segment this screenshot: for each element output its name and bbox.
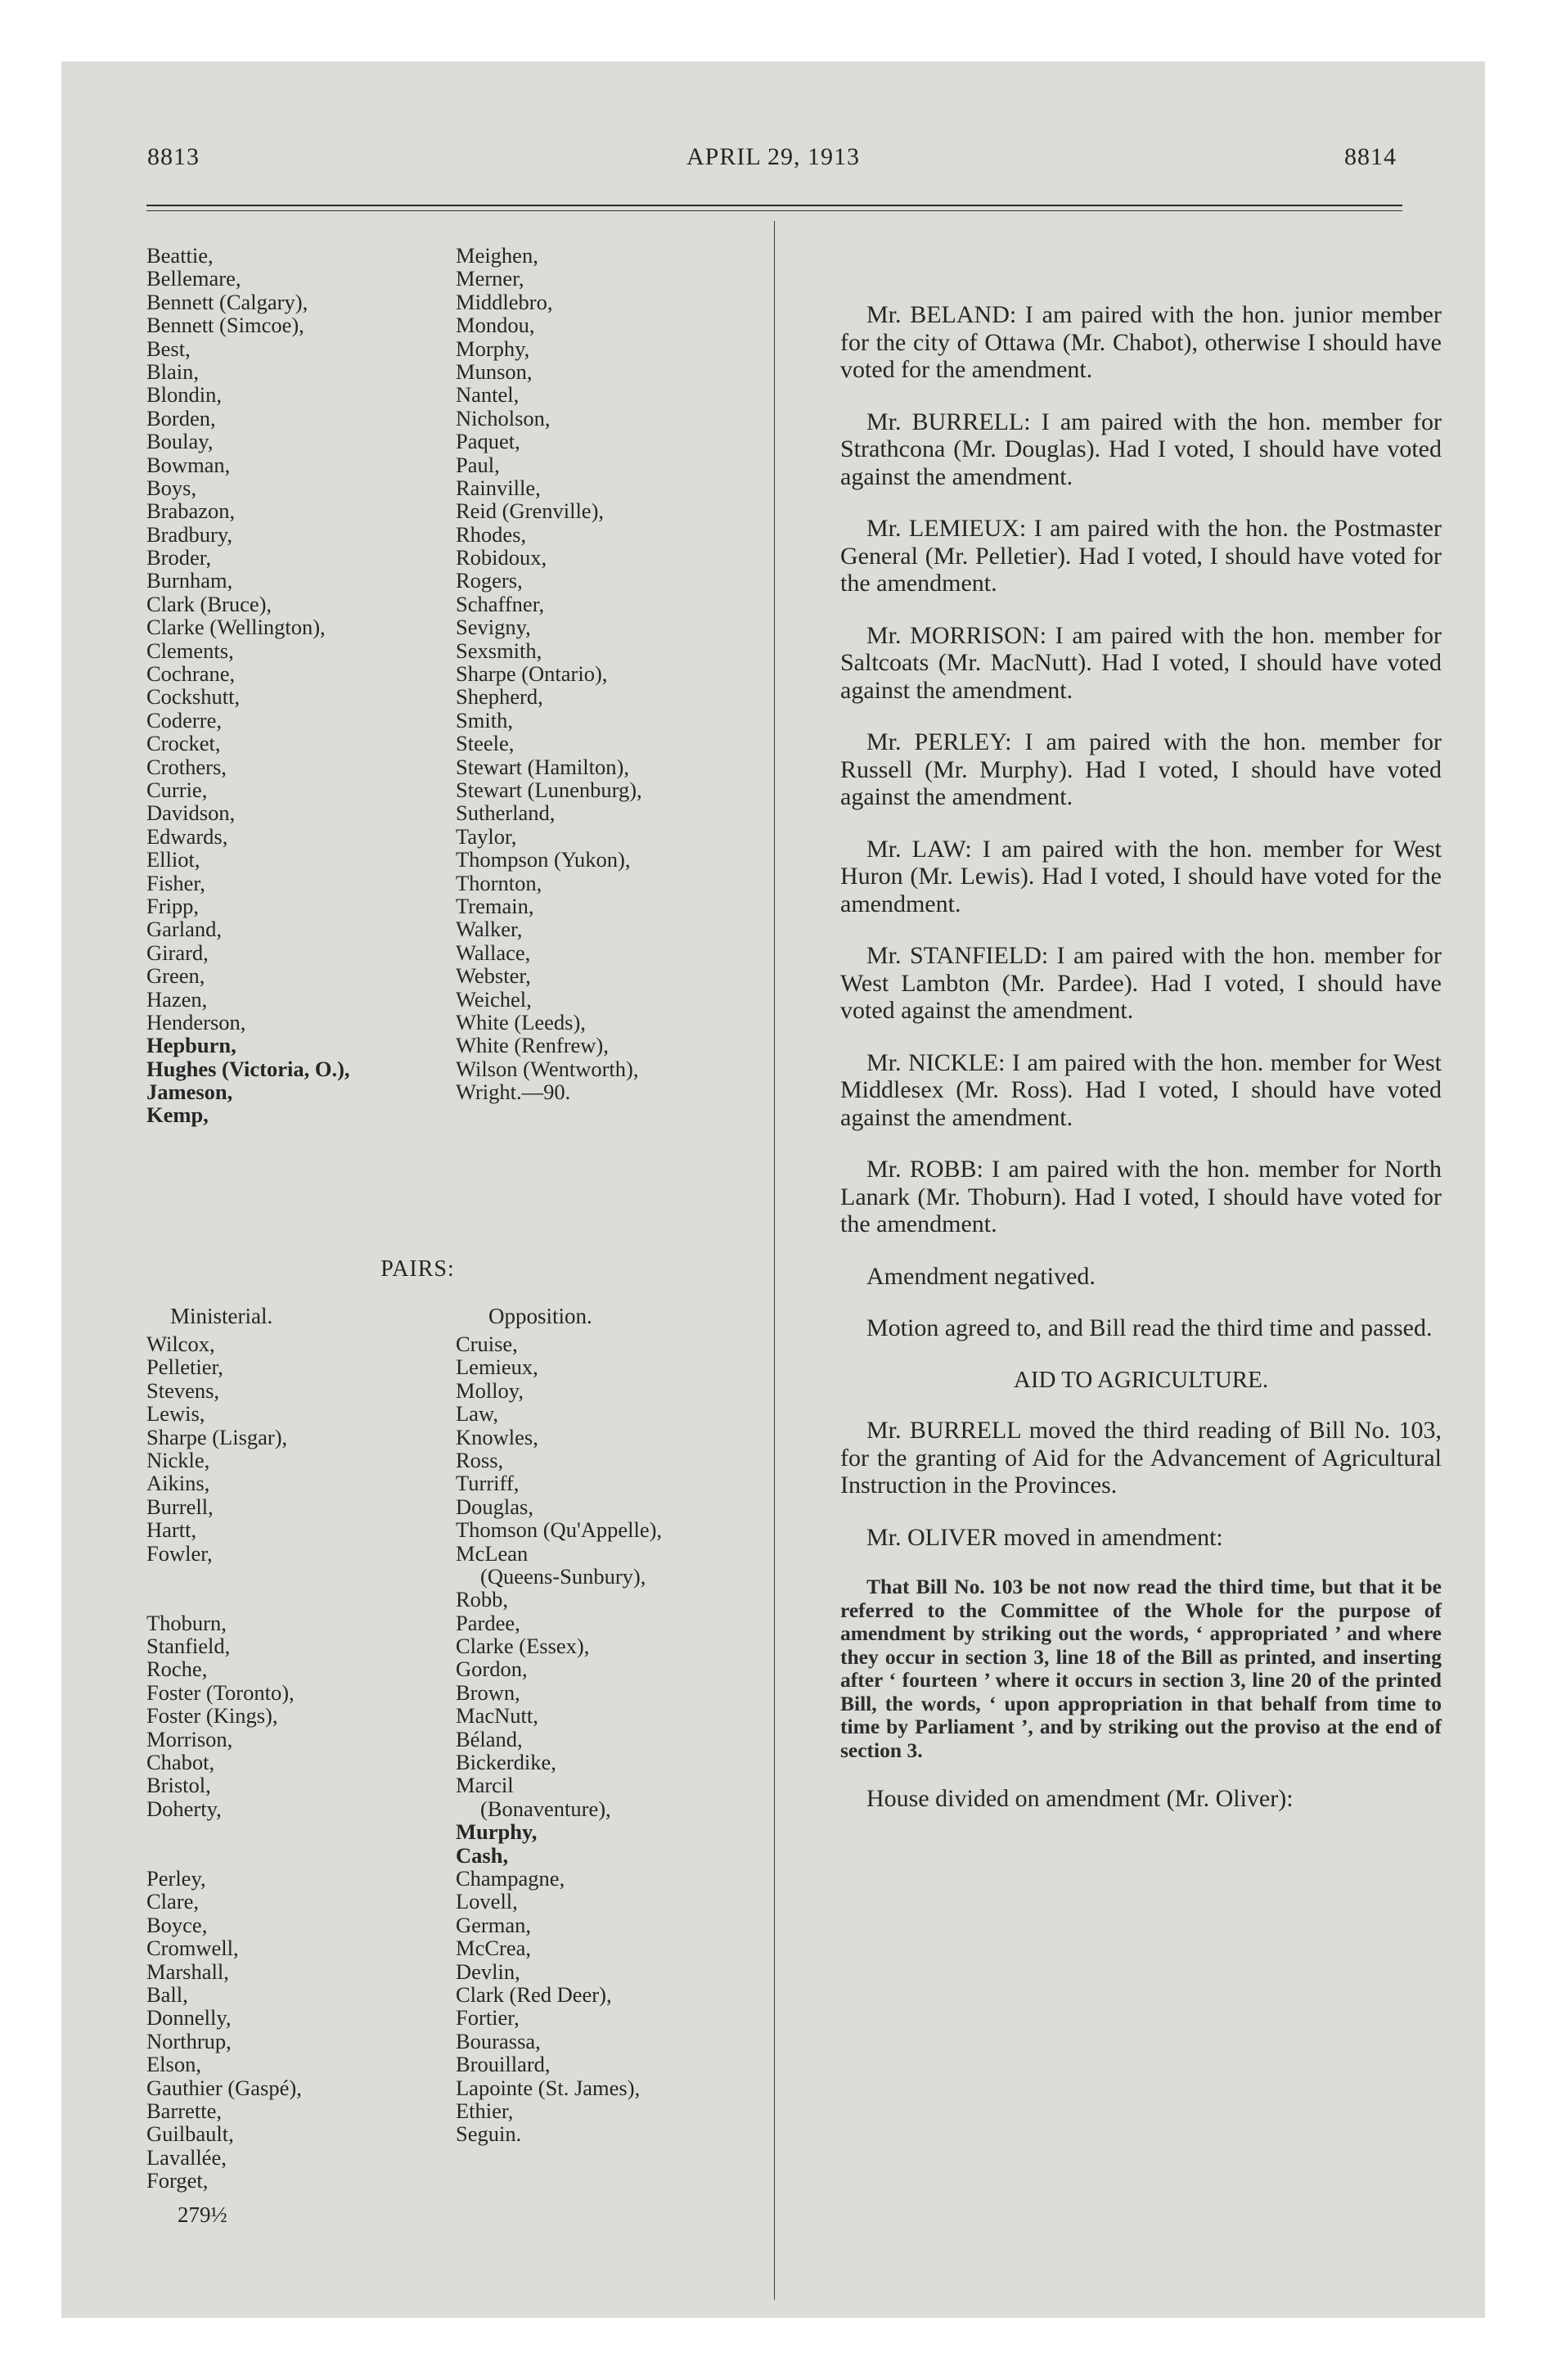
list-item: Robb, — [456, 1587, 509, 1612]
list-item: Mondou, — [456, 313, 535, 338]
pairs-title: PAIRS: — [380, 1256, 455, 1282]
list-item: Burrell, — [146, 1494, 214, 1519]
list-item: Elliot, — [146, 847, 200, 872]
list-item: Nickle, — [146, 1447, 210, 1472]
list-item: Ball, — [146, 1981, 188, 2007]
list-item: Stewart (Hamilton), — [456, 754, 629, 779]
list-item: Pelletier, — [146, 1355, 223, 1380]
right-column — [840, 301, 1442, 1813]
list-item: Wilson (Wentworth), — [456, 1056, 639, 1081]
list-item: Northrup, — [146, 2028, 232, 2053]
list-item: Webster, — [456, 963, 531, 989]
list-item: Lemieux, — [456, 1355, 538, 1380]
list-item: Sharpe (Ontario), — [456, 661, 608, 687]
list-item: Paul, — [456, 452, 500, 477]
paragraph: Mr. PERLEY: I am paired with the hon. member for Russell (Mr. Murphy). Had I voted, I should have voted against the amendment. — [840, 728, 1442, 810]
list-item: Wallace, — [456, 940, 531, 965]
paragraph: House divided on amendment (Mr. Oliver): — [866, 1785, 1294, 1812]
list-item: Lewis, — [146, 1401, 205, 1427]
list-item: Middlebro, — [456, 289, 553, 314]
list-item: Gauthier (Gaspé), — [146, 2075, 302, 2100]
list-item: Roche, — [146, 1657, 208, 1682]
paragraph: Motion agreed to, and Bill read the third time and passed. — [866, 1314, 1433, 1341]
paragraph: Mr. LEMIEUX: I am paired with the hon. the Postmaster General (Mr. Pelletier). Had I voted, I should have voted for the amendment. — [840, 515, 1442, 597]
list-item: Fripp, — [146, 893, 200, 918]
opposition-pairs-list — [456, 1332, 662, 2146]
list-item: White (Leeds), — [456, 1009, 586, 1034]
list-item: Paquet, — [456, 429, 520, 454]
spacer — [146, 1820, 302, 1843]
list-item: Marshall, — [146, 1959, 229, 1984]
list-item: Meighen, — [456, 243, 538, 268]
list-item: Shepherd, — [456, 684, 543, 710]
paragraph: Amendment negatived. — [866, 1262, 1096, 1290]
list-item: Foster (Kings), — [146, 1703, 278, 1729]
list-item: Ross, — [456, 1447, 504, 1472]
list-item: Sexsmith, — [456, 638, 542, 663]
list-item: MacNutt, — [456, 1703, 538, 1729]
paragraph: Mr. BELAND: I am paired with the hon. junior member for the city of Ottawa (Mr. Chabot), otherwise I should have voted for the amendment. — [840, 301, 1442, 383]
list-item: Bennett (Simcoe), — [146, 313, 304, 338]
list-item: Hazen, — [146, 986, 208, 1012]
vote-list-column-1 — [146, 244, 350, 1127]
list-item: Davidson, — [146, 800, 236, 826]
list-item: Bennett (Calgary), — [146, 289, 308, 314]
list-item: Reid (Grenville), — [456, 498, 605, 524]
list-item: Bickerdike, — [456, 1750, 556, 1775]
list-item: Robidoux, — [456, 545, 547, 570]
list-item: Broder, — [146, 545, 212, 570]
list-item: Jameson, — [146, 1080, 233, 1105]
page-date: APRIL 29, 1913 — [686, 143, 861, 170]
header-rule — [146, 205, 1402, 206]
list-item: Foster (Toronto), — [146, 1679, 295, 1705]
list-item: Blondin, — [146, 382, 223, 408]
list-item: Girard, — [146, 940, 209, 965]
list-item: Clark (Red Deer), — [456, 1981, 612, 2007]
list-item: Molloy, — [456, 1377, 524, 1403]
list-item: Boys, — [146, 475, 197, 500]
paragraph: Mr. LAW: I am paired with the hon. member for West Huron (Mr. Lewis). Had I voted, I should have voted for the amendment. — [840, 835, 1442, 917]
list-item: Clare, — [146, 1889, 200, 1914]
list-item: Doherty, — [146, 1796, 222, 1821]
list-item: Crocket, — [146, 731, 221, 756]
list-item: Henderson, — [146, 1009, 246, 1034]
paragraph: Mr. MORRISON: I am paired with the hon. member for Saltcoats (Mr. MacNutt). Had I voted, I should have voted against the amendment. — [840, 621, 1442, 704]
list-item: Garland, — [146, 917, 222, 942]
section-heading: AID TO AGRICULTURE. — [1013, 1366, 1269, 1393]
list-item: Champagne, — [456, 1865, 565, 1891]
list-item: Cockshutt, — [146, 684, 241, 710]
list-item: Brabazon, — [146, 498, 236, 524]
list-item: Green, — [146, 963, 205, 989]
list-item: Cash, — [456, 1842, 509, 1868]
signature-mark: 279½ — [178, 2202, 227, 2227]
ministerial-heading: Ministerial. — [170, 1304, 273, 1328]
column-divider — [774, 221, 775, 2300]
list-item: Elson, — [146, 2052, 201, 2077]
list-item: Nicholson, — [456, 405, 551, 430]
paragraph: Mr. BURRELL: I am paired with the hon. member for Strathcona (Mr. Douglas). Had I voted, I should have voted against the amendment. — [840, 408, 1442, 490]
list-item: Nantel, — [456, 382, 520, 408]
list-item: Bristol, — [146, 1773, 211, 1798]
list-item: Marcil — [456, 1773, 514, 1798]
list-item: Clark (Bruce), — [146, 591, 272, 616]
list-item: McCrea, — [456, 1936, 531, 1961]
list-item: Seguin. — [456, 2121, 522, 2147]
list-item: Wilcox, — [146, 1332, 215, 1356]
opposition-heading: Opposition. — [488, 1304, 592, 1328]
list-item: Schaffner, — [456, 591, 545, 616]
list-item: Stevens, — [146, 1377, 220, 1403]
ministerial-pairs-list — [146, 1332, 302, 2192]
paragraph: Mr. BURRELL moved the third reading of Bill No. 103, for the granting of Aid for the Advancement of Agricultural Instruction in the Provinces. — [840, 1417, 1442, 1499]
list-item: Currie, — [146, 777, 208, 802]
list-item: Sutherland, — [456, 800, 556, 826]
list-item: Cromwell, — [146, 1936, 239, 1961]
list-item: Beattie, — [146, 243, 214, 268]
list-item: Bourassa, — [456, 2028, 541, 2053]
list-item: Devlin, — [456, 1959, 520, 1984]
list-item: Gordon, — [456, 1657, 528, 1682]
list-item: Boyce, — [146, 1912, 208, 1937]
list-item: Burnham, — [146, 568, 233, 593]
list-item: Cruise, — [456, 1332, 518, 1356]
list-item: Cochrane, — [146, 661, 236, 687]
list-item: Aikins, — [146, 1471, 210, 1496]
list-item: Merner, — [456, 266, 524, 291]
list-item: Ethier, — [456, 2098, 514, 2123]
list-item: Hepburn, — [146, 1033, 236, 1058]
list-item: Hughes (Victoria, O.), — [146, 1056, 350, 1081]
paragraph: Mr. NICKLE: I am paired with the hon. member for West Middlesex (Mr. Ross). Had I voted, I should have voted against the amendment. — [840, 1048, 1442, 1131]
header-rule-thin — [146, 210, 1402, 211]
list-item: Kemp, — [146, 1102, 209, 1128]
list-item: Weichel, — [456, 986, 532, 1012]
list-item: Perley, — [146, 1865, 206, 1891]
list-item: Smith, — [456, 707, 513, 732]
list-item: Rogers, — [456, 568, 523, 593]
list-item: White (Renfrew), — [456, 1033, 609, 1058]
list-item: Clarke (Wellington), — [146, 615, 326, 640]
list-item: Thomson (Qu'Appelle), — [456, 1517, 663, 1543]
list-item: Walker, — [456, 917, 523, 942]
list-item: Wright.—90. — [456, 1080, 571, 1105]
list-item: Bellemare, — [146, 266, 241, 291]
list-item: Stanfield, — [146, 1634, 231, 1659]
list-item: Pardee, — [456, 1610, 520, 1635]
list-item: (Queens-Sunbury), — [480, 1563, 646, 1589]
list-item: Clarke (Essex), — [456, 1634, 590, 1659]
list-item: Clements, — [146, 638, 234, 663]
list-item: Best, — [146, 336, 191, 361]
page — [61, 61, 1485, 2318]
list-item: Rainville, — [456, 475, 541, 500]
list-item: Knowles, — [456, 1424, 538, 1449]
left-page-number: 8813 — [147, 143, 200, 170]
list-item: Turriff, — [456, 1471, 520, 1496]
list-item: Barrette, — [146, 2098, 222, 2123]
list-item: Brouillard, — [456, 2052, 551, 2077]
amendment-quote: That Bill No. 103 be not now read the third time, but that it be referred to the Committee of the Whole for the purpose of amendment by striking out the words, ‘ appropriated ’ and where they occur in section 3, line 18 of the Bill as printed, and inserting after ‘ fourteen ’ where it occurs in section 3, line 20 of the printed Bill, the words, ‘ upon appropriation in that behalf from time to time by Parliament ’, and by striking out the proviso at the end of section 3. — [840, 1575, 1442, 1762]
list-item: Borden, — [146, 405, 216, 430]
list-item: Brown, — [456, 1679, 520, 1705]
list-item: Munson, — [456, 358, 533, 384]
list-item: Blain, — [146, 358, 200, 384]
list-item: Coderre, — [146, 707, 222, 732]
list-item: Steele, — [456, 731, 515, 756]
list-item: Crothers, — [146, 754, 227, 779]
paragraph: Mr. STANFIELD: I am paired with the hon. member for West Lambton (Mr. Pardee). Had I voted, I should have voted against the amendment. — [840, 942, 1442, 1024]
list-item: Guilbault, — [146, 2121, 234, 2147]
list-item: German, — [456, 1912, 531, 1937]
list-item: Lovell, — [456, 1889, 518, 1914]
list-item: Donnelly, — [146, 2005, 232, 2031]
list-item: Tremain, — [456, 893, 534, 918]
list-item: Fowler, — [146, 1540, 213, 1566]
spacer — [146, 1565, 302, 1588]
list-item: Fisher, — [146, 870, 205, 895]
list-item: Boulay, — [146, 429, 214, 454]
list-item: Chabot, — [146, 1750, 215, 1775]
list-item: Morphy, — [456, 336, 530, 361]
list-item: Thompson (Yukon), — [456, 847, 631, 872]
list-item: Fortier, — [456, 2005, 520, 2031]
list-item: Sharpe (Lisgar), — [146, 1424, 288, 1449]
list-item: Douglas, — [456, 1494, 533, 1519]
list-item: Bradbury, — [146, 521, 232, 547]
list-item: Béland, — [456, 1726, 523, 1751]
list-item: McLean — [456, 1540, 529, 1566]
vote-list-column-2 — [456, 244, 642, 1103]
list-item: Thoburn, — [146, 1610, 227, 1635]
spacer — [146, 1588, 302, 1611]
list-item: Hartt, — [146, 1517, 197, 1543]
list-item: Forget, — [146, 2168, 209, 2193]
list-item: Sevigny, — [456, 615, 531, 640]
right-page-number: 8814 — [1344, 143, 1397, 170]
list-item: (Bonaventure), — [480, 1796, 611, 1821]
list-item: Rhodes, — [456, 521, 527, 547]
paragraph: Mr. ROBB: I am paired with the hon. member for North Lanark (Mr. Thoburn). Had I voted, I should have voted for the amendment. — [840, 1156, 1442, 1237]
list-item: Bowman, — [146, 452, 231, 477]
paragraph: Mr. OLIVER moved in amendment: — [866, 1523, 1223, 1551]
list-item: Law, — [456, 1401, 498, 1427]
list-item: Thornton, — [456, 870, 542, 895]
list-item: Stewart (Lunenburg), — [456, 777, 642, 802]
list-item: Taylor, — [456, 823, 517, 849]
list-item: Edwards, — [146, 823, 228, 849]
list-item: Lavallée, — [146, 2144, 227, 2170]
list-item: Murphy, — [456, 1819, 538, 1845]
spacer — [146, 1844, 302, 1867]
list-item: Morrison, — [146, 1726, 233, 1751]
list-item: Lapointe (St. James), — [456, 2075, 641, 2100]
